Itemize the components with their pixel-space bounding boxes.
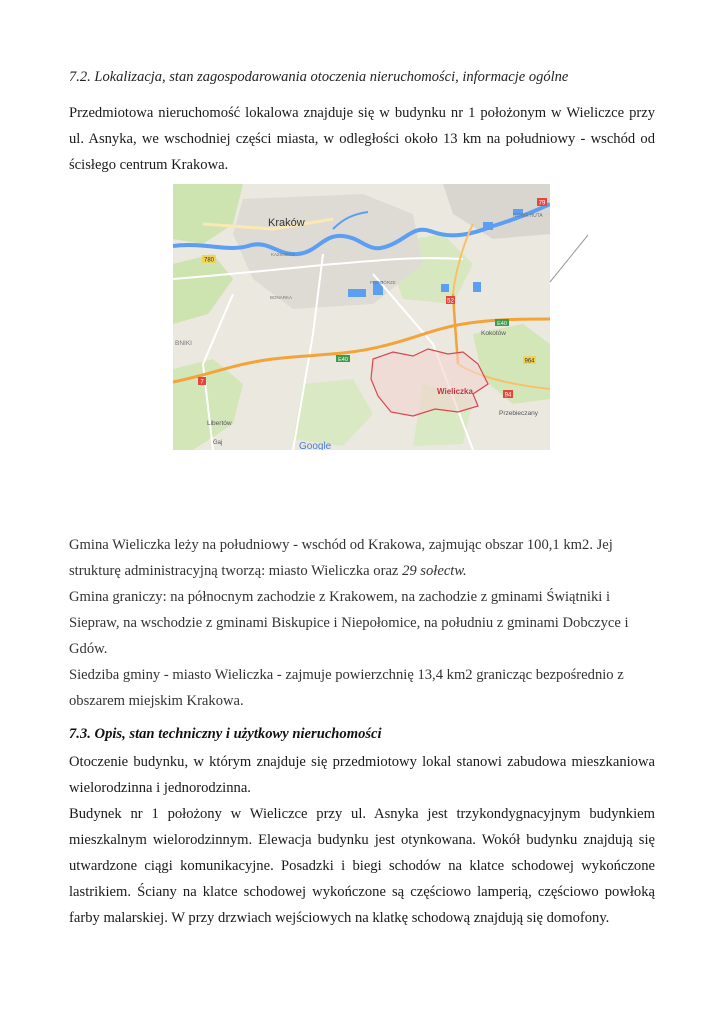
map-wieliczka-boundary xyxy=(371,349,488,416)
gmina-paragraph-2: Gmina graniczy: na północnym zachodzie z Krakowem, na zachodzie z gminami Świątniki i Siepraw, na wschodzie z gminami Biskupice i Niepołomice, na południu z gminami Dobczyce i Gdów. xyxy=(69,589,629,657)
gmina-text-1: Gmina Wieliczka leży na południowy - wschód od Krakowa, zajmując obszar 100,1 km2. Jej strukturę administracyjną tworzą: miasto Wieliczka oraz xyxy=(69,537,613,579)
map-google-logo: Google xyxy=(299,441,332,450)
map-shield-label: 79 xyxy=(538,200,546,207)
map-shield-label: 964 xyxy=(524,358,535,365)
map-label-bniki: BNIKI xyxy=(175,340,192,347)
section-heading-7-3: 7.3. Opis, stan techniczny i użytkowy nieruchomości xyxy=(69,726,382,742)
location-map xyxy=(173,184,550,450)
map-pond xyxy=(348,289,366,297)
gmina-paragraph-3: Siedziba gminy - miasto Wieliczka - zajmuje powierzchnię 13,4 km2 granicząc bezpośrednio z obszarem miejskim Krakowa. xyxy=(69,667,624,709)
map-pond xyxy=(441,284,449,292)
map-shield-label: E40 xyxy=(338,357,348,363)
gmina-description xyxy=(69,532,655,714)
map-shield-label: 94 xyxy=(504,392,512,399)
map-shield-label: E40 xyxy=(497,321,507,327)
section-heading-7-2: 7.2. Lokalizacja, stan zagospodarowania otoczenia nieruchomości, informacje ogólne xyxy=(69,69,569,85)
map-label-podgorze: PODGÓRZE xyxy=(370,280,396,285)
gmina-solectw: 29 sołectw. xyxy=(402,563,467,579)
map-shield-label: 7 xyxy=(200,379,204,386)
map-pond xyxy=(473,282,481,292)
gmina-paragraph-1 xyxy=(69,532,655,584)
description-paragraph-2: Budynek nr 1 położony w Wieliczce przy ul. Asnyka jest trzykondygnacyjnym budynkiem mieszkalnym wielorodzinnym. Elewacja budynku jest otynkowana. Wokół budynku znajdują się utwardzone ciągi komunikacyjne. Posadzki i biegi schodów na klatce schodowej wykończone lastrikiem. Ściany na klatce schodowej wykończone są częściowo lamperią, częściowo powłoką farby malarskiej. W przy drzwiach wejściowych na klatkę schodową znajdują się domofony. xyxy=(69,806,655,926)
map-shield-label: 780 xyxy=(203,257,215,264)
map-leader-line xyxy=(540,230,600,290)
map-shield-label: 52 xyxy=(447,298,454,305)
map-label-nowa-huta: NOWA HUTA xyxy=(513,213,543,219)
map-label-libertow: Libertów xyxy=(207,420,232,427)
map-label-kazimierz: KAZIMIERZ xyxy=(271,252,296,257)
description-paragraph-1: Otoczenie budynku, w którym znajduje się przedmiotowy lokal stanowi zabudowa mieszkaniowa wielorodzinna i jednorodzinna. xyxy=(69,754,655,796)
map-label-krakow: Kraków xyxy=(268,217,305,229)
map-label-bonarka: BONARKA xyxy=(270,295,293,300)
map-label-wieliczka: Wieliczka xyxy=(437,387,473,396)
map-label-kokotow: Kokotów xyxy=(481,330,506,337)
map-pond xyxy=(483,222,493,230)
map-label-przebieczany: Przebieczany xyxy=(499,410,539,417)
location-paragraph: Przedmiotowa nieruchomość lokalowa znajduje się w budynku nr 1 położonym w Wieliczce przy ul. Asnyka, we wschodniej części miasta, w odległości około 13 km na południowy - wschód od ścisłego centrum Krakowa. xyxy=(69,105,655,173)
map-label-gaj: Gaj xyxy=(213,440,223,446)
description-section xyxy=(69,749,655,931)
